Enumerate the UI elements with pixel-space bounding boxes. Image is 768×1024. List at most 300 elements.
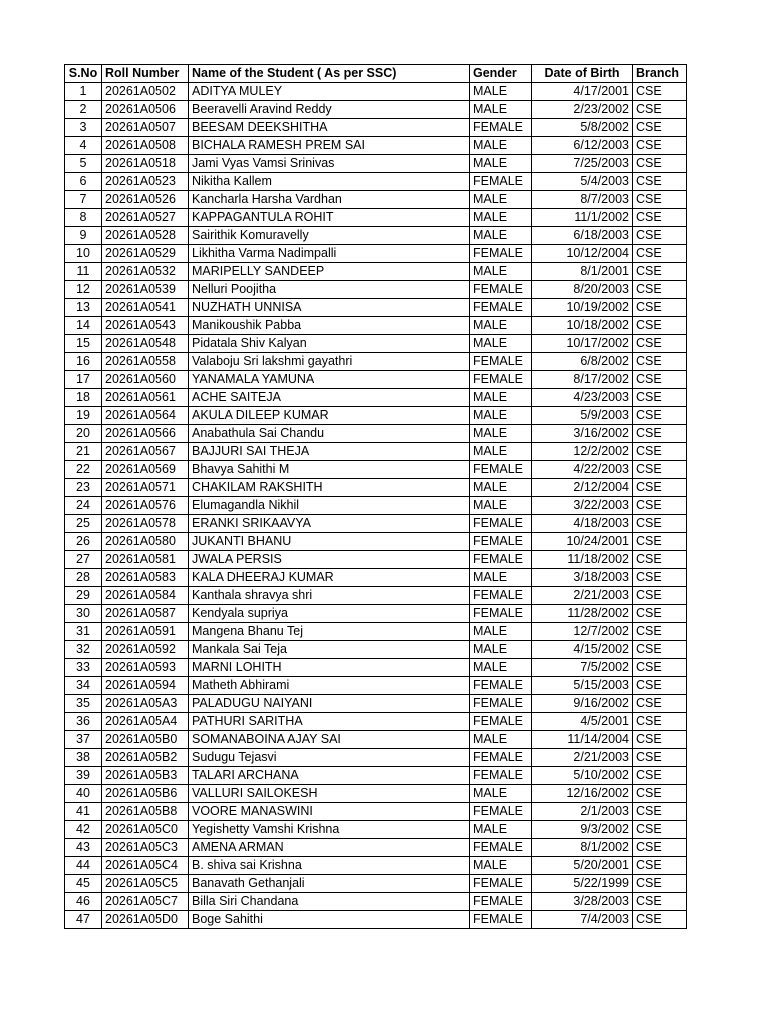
cell-branch: CSE [633, 731, 687, 749]
cell-roll-number: 20261A05B2 [102, 749, 189, 767]
header-student-name: Name of the Student ( As per SSC) [189, 65, 470, 83]
cell-sno: 1 [65, 83, 102, 101]
cell-student-name: Kancharla Harsha Vardhan [189, 191, 470, 209]
cell-branch: CSE [633, 479, 687, 497]
header-roll-number: Roll Number [102, 65, 189, 83]
cell-roll-number: 20261A0569 [102, 461, 189, 479]
cell-roll-number: 20261A0539 [102, 281, 189, 299]
cell-roll-number: 20261A0576 [102, 497, 189, 515]
cell-student-name: Kanthala shravya shri [189, 587, 470, 605]
cell-gender: MALE [470, 407, 532, 425]
cell-roll-number: 20261A0523 [102, 173, 189, 191]
cell-date-of-birth: 2/21/2003 [532, 587, 633, 605]
cell-sno: 15 [65, 335, 102, 353]
table-row [65, 263, 687, 281]
table-row [65, 83, 687, 101]
cell-date-of-birth: 8/7/2003 [532, 191, 633, 209]
cell-gender: MALE [470, 209, 532, 227]
cell-gender: FEMALE [470, 677, 532, 695]
cell-roll-number: 20261A0558 [102, 353, 189, 371]
cell-date-of-birth: 5/10/2002 [532, 767, 633, 785]
cell-roll-number: 20261A05A3 [102, 695, 189, 713]
cell-date-of-birth: 7/5/2002 [532, 659, 633, 677]
cell-gender: FEMALE [470, 767, 532, 785]
cell-roll-number: 20261A0578 [102, 515, 189, 533]
table-row [65, 677, 687, 695]
cell-roll-number: 20261A0527 [102, 209, 189, 227]
cell-student-name: Banavath Gethanjali [189, 875, 470, 893]
cell-student-name: CHAKILAM RAKSHITH [189, 479, 470, 497]
cell-roll-number: 20261A0518 [102, 155, 189, 173]
cell-student-name: Kendyala supriya [189, 605, 470, 623]
cell-student-name: ADITYA MULEY [189, 83, 470, 101]
cell-branch: CSE [633, 245, 687, 263]
cell-branch: CSE [633, 209, 687, 227]
cell-branch: CSE [633, 389, 687, 407]
table-row [65, 299, 687, 317]
cell-gender: FEMALE [470, 695, 532, 713]
cell-gender: FEMALE [470, 893, 532, 911]
cell-branch: CSE [633, 587, 687, 605]
cell-gender: MALE [470, 659, 532, 677]
cell-branch: CSE [633, 461, 687, 479]
cell-gender: MALE [470, 155, 532, 173]
cell-student-name: Boge Sahithi [189, 911, 470, 929]
cell-roll-number: 20261A05C0 [102, 821, 189, 839]
cell-sno: 32 [65, 641, 102, 659]
cell-roll-number: 20261A0541 [102, 299, 189, 317]
cell-sno: 13 [65, 299, 102, 317]
cell-sno: 10 [65, 245, 102, 263]
table-row [65, 785, 687, 803]
cell-gender: MALE [470, 101, 532, 119]
cell-sno: 27 [65, 551, 102, 569]
cell-date-of-birth: 7/4/2003 [532, 911, 633, 929]
cell-sno: 2 [65, 101, 102, 119]
cell-roll-number: 20261A0560 [102, 371, 189, 389]
cell-student-name: Mangena Bhanu Tej [189, 623, 470, 641]
cell-gender: FEMALE [470, 281, 532, 299]
cell-student-name: Nikitha Kallem [189, 173, 470, 191]
cell-student-name: JUKANTI BHANU [189, 533, 470, 551]
table-row [65, 515, 687, 533]
cell-student-name: Sairithik Komuravelly [189, 227, 470, 245]
cell-date-of-birth: 12/16/2002 [532, 785, 633, 803]
cell-roll-number: 20261A05B6 [102, 785, 189, 803]
cell-sno: 31 [65, 623, 102, 641]
cell-student-name: B. shiva sai Krishna [189, 857, 470, 875]
cell-date-of-birth: 7/25/2003 [532, 155, 633, 173]
cell-sno: 17 [65, 371, 102, 389]
cell-student-name: Sudugu Tejasvi [189, 749, 470, 767]
table-body [65, 83, 687, 929]
cell-roll-number: 20261A0548 [102, 335, 189, 353]
cell-student-name: YANAMALA YAMUNA [189, 371, 470, 389]
cell-branch: CSE [633, 533, 687, 551]
cell-student-name: PATHURI SARITHA [189, 713, 470, 731]
cell-student-name: Valaboju Sri lakshmi gayathri [189, 353, 470, 371]
cell-student-name: Matheth Abhirami [189, 677, 470, 695]
cell-student-name: MARNI LOHITH [189, 659, 470, 677]
cell-sno: 42 [65, 821, 102, 839]
cell-sno: 11 [65, 263, 102, 281]
cell-gender: MALE [470, 641, 532, 659]
table-row [65, 623, 687, 641]
table-row [65, 839, 687, 857]
cell-gender: MALE [470, 821, 532, 839]
cell-sno: 8 [65, 209, 102, 227]
table-row [65, 317, 687, 335]
cell-roll-number: 20261A0532 [102, 263, 189, 281]
cell-branch: CSE [633, 227, 687, 245]
cell-branch: CSE [633, 803, 687, 821]
cell-roll-number: 20261A0529 [102, 245, 189, 263]
cell-sno: 20 [65, 425, 102, 443]
cell-branch: CSE [633, 371, 687, 389]
cell-sno: 28 [65, 569, 102, 587]
cell-date-of-birth: 3/22/2003 [532, 497, 633, 515]
cell-student-name: JWALA PERSIS [189, 551, 470, 569]
cell-student-name: BEESAM DEEKSHITHA [189, 119, 470, 137]
cell-student-name: VOORE MANASWINI [189, 803, 470, 821]
cell-date-of-birth: 6/18/2003 [532, 227, 633, 245]
cell-branch: CSE [633, 605, 687, 623]
cell-date-of-birth: 3/16/2002 [532, 425, 633, 443]
cell-sno: 47 [65, 911, 102, 929]
cell-sno: 24 [65, 497, 102, 515]
cell-sno: 18 [65, 389, 102, 407]
cell-gender: FEMALE [470, 911, 532, 929]
cell-date-of-birth: 8/1/2002 [532, 839, 633, 857]
cell-roll-number: 20261A0584 [102, 587, 189, 605]
cell-branch: CSE [633, 875, 687, 893]
cell-branch: CSE [633, 893, 687, 911]
cell-date-of-birth: 4/5/2001 [532, 713, 633, 731]
cell-gender: FEMALE [470, 461, 532, 479]
cell-gender: MALE [470, 479, 532, 497]
cell-roll-number: 20261A0502 [102, 83, 189, 101]
table-row [65, 587, 687, 605]
cell-roll-number: 20261A05C3 [102, 839, 189, 857]
table-row [65, 713, 687, 731]
cell-student-name: Pidatala Shiv Kalyan [189, 335, 470, 353]
cell-sno: 34 [65, 677, 102, 695]
cell-date-of-birth: 6/8/2002 [532, 353, 633, 371]
cell-branch: CSE [633, 173, 687, 191]
cell-gender: MALE [470, 785, 532, 803]
table-row [65, 425, 687, 443]
cell-date-of-birth: 8/1/2001 [532, 263, 633, 281]
cell-date-of-birth: 8/20/2003 [532, 281, 633, 299]
cell-roll-number: 20261A0580 [102, 533, 189, 551]
cell-roll-number: 20261A0566 [102, 425, 189, 443]
cell-roll-number: 20261A0543 [102, 317, 189, 335]
cell-branch: CSE [633, 317, 687, 335]
cell-gender: MALE [470, 137, 532, 155]
cell-roll-number: 20261A0528 [102, 227, 189, 245]
table-header [65, 65, 687, 83]
cell-date-of-birth: 10/19/2002 [532, 299, 633, 317]
table-row [65, 569, 687, 587]
cell-sno: 21 [65, 443, 102, 461]
cell-roll-number: 20261A05C5 [102, 875, 189, 893]
cell-student-name: Mankala Sai Teja [189, 641, 470, 659]
cell-branch: CSE [633, 443, 687, 461]
cell-roll-number: 20261A05B8 [102, 803, 189, 821]
cell-roll-number: 20261A05C7 [102, 893, 189, 911]
cell-date-of-birth: 2/1/2003 [532, 803, 633, 821]
cell-student-name: VALLURI SAILOKESH [189, 785, 470, 803]
cell-gender: MALE [470, 425, 532, 443]
cell-gender: MALE [470, 317, 532, 335]
cell-date-of-birth: 4/15/2002 [532, 641, 633, 659]
cell-date-of-birth: 10/18/2002 [532, 317, 633, 335]
header-row [65, 65, 687, 83]
cell-date-of-birth: 5/20/2001 [532, 857, 633, 875]
table-row [65, 659, 687, 677]
cell-sno: 30 [65, 605, 102, 623]
cell-gender: FEMALE [470, 749, 532, 767]
cell-sno: 35 [65, 695, 102, 713]
cell-roll-number: 20261A0564 [102, 407, 189, 425]
cell-branch: CSE [633, 101, 687, 119]
table-row [65, 803, 687, 821]
cell-gender: FEMALE [470, 839, 532, 857]
cell-gender: FEMALE [470, 551, 532, 569]
cell-gender: MALE [470, 731, 532, 749]
cell-student-name: ERANKI SRIKAAVYA [189, 515, 470, 533]
cell-branch: CSE [633, 677, 687, 695]
cell-student-name: Billa Siri Chandana [189, 893, 470, 911]
table-row [65, 641, 687, 659]
cell-student-name: MARIPELLY SANDEEP [189, 263, 470, 281]
cell-student-name: SOMANABOINA AJAY SAI [189, 731, 470, 749]
cell-date-of-birth: 9/16/2002 [532, 695, 633, 713]
cell-branch: CSE [633, 83, 687, 101]
cell-gender: FEMALE [470, 245, 532, 263]
cell-gender: FEMALE [470, 605, 532, 623]
cell-student-name: NUZHATH UNNISA [189, 299, 470, 317]
cell-gender: FEMALE [470, 119, 532, 137]
cell-date-of-birth: 10/17/2002 [532, 335, 633, 353]
cell-branch: CSE [633, 515, 687, 533]
cell-branch: CSE [633, 713, 687, 731]
cell-roll-number: 20261A0508 [102, 137, 189, 155]
cell-gender: FEMALE [470, 353, 532, 371]
cell-branch: CSE [633, 767, 687, 785]
cell-student-name: Manikoushik Pabba [189, 317, 470, 335]
cell-branch: CSE [633, 911, 687, 929]
cell-branch: CSE [633, 335, 687, 353]
table-row [65, 245, 687, 263]
cell-date-of-birth: 4/22/2003 [532, 461, 633, 479]
cell-branch: CSE [633, 191, 687, 209]
cell-roll-number: 20261A05B0 [102, 731, 189, 749]
cell-roll-number: 20261A0571 [102, 479, 189, 497]
table-row [65, 497, 687, 515]
cell-date-of-birth: 4/23/2003 [532, 389, 633, 407]
cell-gender: MALE [470, 443, 532, 461]
cell-roll-number: 20261A05D0 [102, 911, 189, 929]
cell-roll-number: 20261A0507 [102, 119, 189, 137]
cell-sno: 9 [65, 227, 102, 245]
cell-roll-number: 20261A0591 [102, 623, 189, 641]
cell-sno: 36 [65, 713, 102, 731]
cell-date-of-birth: 2/21/2003 [532, 749, 633, 767]
table-row [65, 551, 687, 569]
cell-date-of-birth: 3/28/2003 [532, 893, 633, 911]
cell-roll-number: 20261A0594 [102, 677, 189, 695]
cell-gender: FEMALE [470, 371, 532, 389]
cell-sno: 25 [65, 515, 102, 533]
cell-date-of-birth: 11/28/2002 [532, 605, 633, 623]
cell-student-name: Anabathula Sai Chandu [189, 425, 470, 443]
table-row [65, 227, 687, 245]
cell-gender: MALE [470, 623, 532, 641]
cell-date-of-birth: 10/24/2001 [532, 533, 633, 551]
cell-sno: 38 [65, 749, 102, 767]
cell-date-of-birth: 11/18/2002 [532, 551, 633, 569]
cell-roll-number: 20261A05B3 [102, 767, 189, 785]
cell-date-of-birth: 8/17/2002 [532, 371, 633, 389]
cell-sno: 44 [65, 857, 102, 875]
cell-gender: FEMALE [470, 713, 532, 731]
table-row [65, 461, 687, 479]
cell-date-of-birth: 5/15/2003 [532, 677, 633, 695]
cell-sno: 33 [65, 659, 102, 677]
cell-branch: CSE [633, 119, 687, 137]
header-date-of-birth: Date of Birth [532, 65, 633, 83]
cell-date-of-birth: 12/2/2002 [532, 443, 633, 461]
cell-gender: FEMALE [470, 533, 532, 551]
table-row [65, 875, 687, 893]
cell-roll-number: 20261A0506 [102, 101, 189, 119]
cell-sno: 5 [65, 155, 102, 173]
cell-student-name: Likhitha Varma Nadimpalli [189, 245, 470, 263]
cell-date-of-birth: 5/9/2003 [532, 407, 633, 425]
header-branch: Branch [633, 65, 687, 83]
cell-roll-number: 20261A0593 [102, 659, 189, 677]
table-row [65, 155, 687, 173]
cell-sno: 14 [65, 317, 102, 335]
cell-branch: CSE [633, 407, 687, 425]
cell-sno: 41 [65, 803, 102, 821]
cell-date-of-birth: 5/8/2002 [532, 119, 633, 137]
cell-student-name: BAJJURI SAI THEJA [189, 443, 470, 461]
cell-date-of-birth: 4/18/2003 [532, 515, 633, 533]
table-row [65, 389, 687, 407]
cell-branch: CSE [633, 497, 687, 515]
cell-gender: MALE [470, 389, 532, 407]
cell-roll-number: 20261A0567 [102, 443, 189, 461]
cell-date-of-birth: 12/7/2002 [532, 623, 633, 641]
cell-sno: 19 [65, 407, 102, 425]
table-row [65, 101, 687, 119]
cell-gender: FEMALE [470, 299, 532, 317]
table-row [65, 371, 687, 389]
cell-branch: CSE [633, 137, 687, 155]
cell-student-name: Yegishetty Vamshi Krishna [189, 821, 470, 839]
cell-date-of-birth: 2/12/2004 [532, 479, 633, 497]
cell-sno: 3 [65, 119, 102, 137]
table-row [65, 533, 687, 551]
cell-date-of-birth: 3/18/2003 [532, 569, 633, 587]
cell-sno: 39 [65, 767, 102, 785]
cell-student-name: PALADUGU NAIYANI [189, 695, 470, 713]
table-row [65, 767, 687, 785]
cell-sno: 22 [65, 461, 102, 479]
cell-date-of-birth: 10/12/2004 [532, 245, 633, 263]
cell-date-of-birth: 6/12/2003 [532, 137, 633, 155]
table-row [65, 209, 687, 227]
table-row [65, 137, 687, 155]
cell-student-name: Elumagandla Nikhil [189, 497, 470, 515]
cell-sno: 12 [65, 281, 102, 299]
header-sno: S.No [65, 65, 102, 83]
cell-date-of-birth: 2/23/2002 [532, 101, 633, 119]
cell-branch: CSE [633, 425, 687, 443]
cell-roll-number: 20261A0526 [102, 191, 189, 209]
cell-sno: 37 [65, 731, 102, 749]
cell-roll-number: 20261A0561 [102, 389, 189, 407]
cell-gender: MALE [470, 263, 532, 281]
cell-roll-number: 20261A0592 [102, 641, 189, 659]
cell-branch: CSE [633, 263, 687, 281]
cell-branch: CSE [633, 623, 687, 641]
cell-branch: CSE [633, 281, 687, 299]
cell-branch: CSE [633, 821, 687, 839]
table-row [65, 893, 687, 911]
cell-date-of-birth: 9/3/2002 [532, 821, 633, 839]
cell-roll-number: 20261A0587 [102, 605, 189, 623]
table-row [65, 407, 687, 425]
cell-sno: 29 [65, 587, 102, 605]
cell-student-name: BICHALA RAMESH PREM SAI [189, 137, 470, 155]
cell-branch: CSE [633, 857, 687, 875]
cell-date-of-birth: 11/1/2002 [532, 209, 633, 227]
cell-gender: MALE [470, 227, 532, 245]
cell-gender: FEMALE [470, 173, 532, 191]
cell-sno: 23 [65, 479, 102, 497]
cell-sno: 7 [65, 191, 102, 209]
table-row [65, 119, 687, 137]
cell-branch: CSE [633, 299, 687, 317]
table-row [65, 281, 687, 299]
cell-student-name: Bhavya Sahithi M [189, 461, 470, 479]
table-row [65, 749, 687, 767]
cell-sno: 16 [65, 353, 102, 371]
cell-date-of-birth: 11/14/2004 [532, 731, 633, 749]
cell-gender: FEMALE [470, 803, 532, 821]
cell-roll-number: 20261A0581 [102, 551, 189, 569]
cell-branch: CSE [633, 839, 687, 857]
cell-gender: MALE [470, 497, 532, 515]
cell-sno: 40 [65, 785, 102, 803]
cell-sno: 6 [65, 173, 102, 191]
table-row [65, 605, 687, 623]
cell-branch: CSE [633, 785, 687, 803]
cell-gender: MALE [470, 335, 532, 353]
table-row [65, 479, 687, 497]
cell-gender: MALE [470, 857, 532, 875]
table-row [65, 911, 687, 929]
table-row [65, 695, 687, 713]
table-row [65, 857, 687, 875]
cell-roll-number: 20261A05A4 [102, 713, 189, 731]
cell-gender: FEMALE [470, 515, 532, 533]
table-row [65, 443, 687, 461]
header-gender: Gender [470, 65, 532, 83]
